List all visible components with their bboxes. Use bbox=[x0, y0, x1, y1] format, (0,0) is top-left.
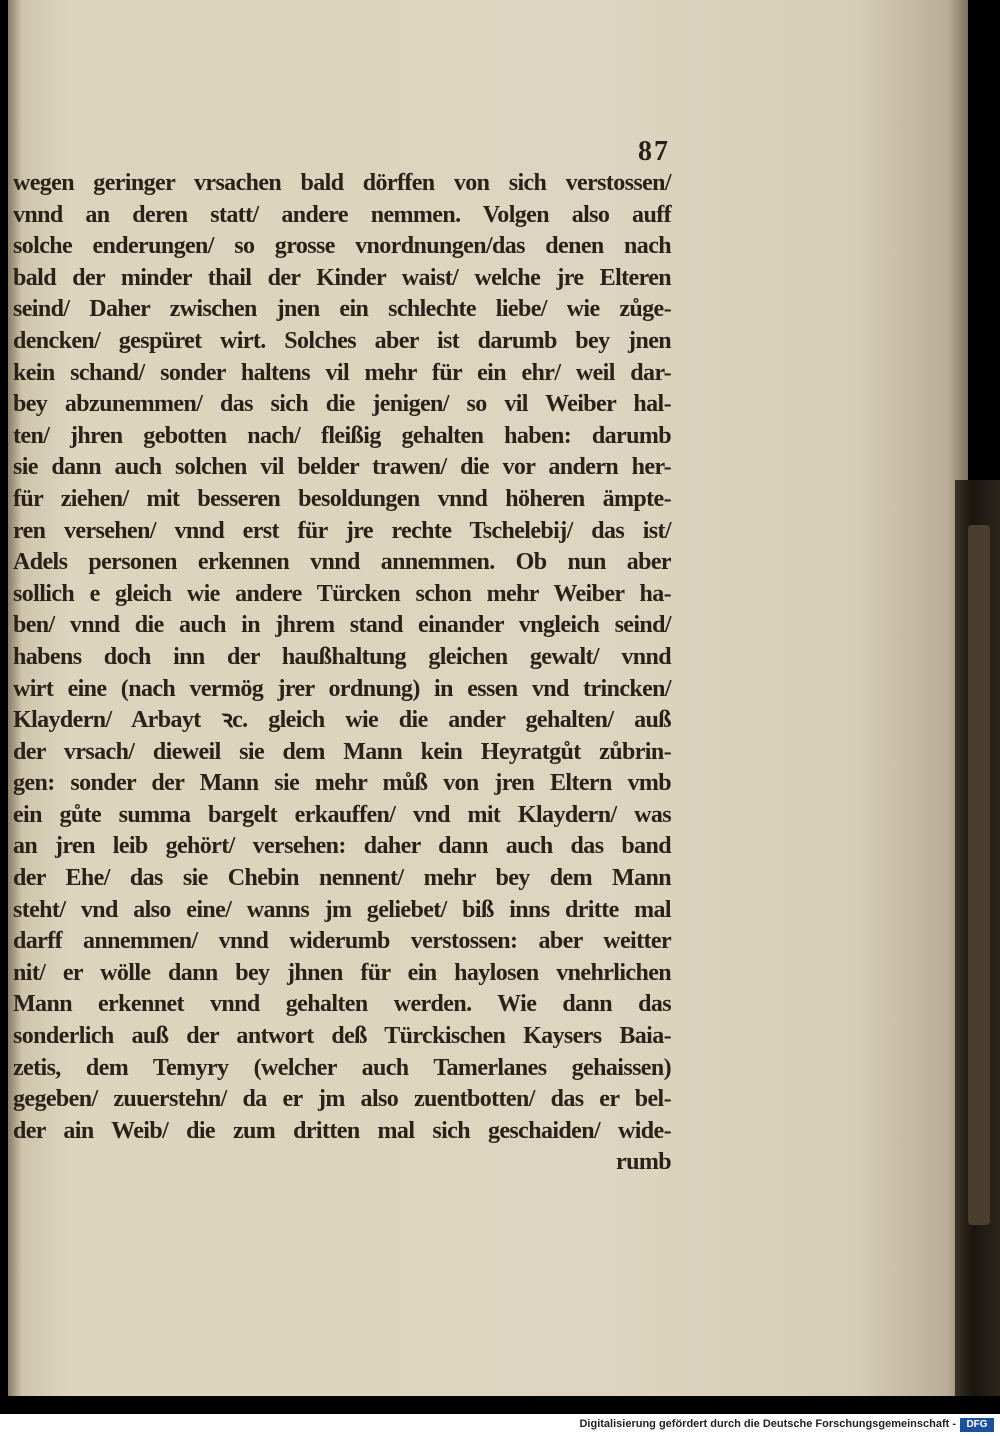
footer bbox=[0, 1414, 1000, 1436]
text-line: solche enderungen/ so grosse vnordnungen/das denen nach bbox=[13, 233, 671, 260]
text-line: habens doch inn der haußhaltung gleichen gewalt/ vnnd bbox=[13, 643, 671, 670]
text-line: für ziehen/ mit besseren besoldungen vnnd höheren ämpte- bbox=[13, 485, 671, 512]
book-edge-binding bbox=[968, 525, 990, 1225]
text-line: bald der minder thail der Kinder waist/ welche jre Elteren bbox=[13, 264, 671, 291]
text-line: gen: sonder der Mann sie mehr můß von jren Eltern vmb bbox=[13, 770, 671, 797]
dfg-logo: DFG bbox=[960, 1418, 994, 1432]
text-line: wirt eine (nach vermög jrer ordnung) in essen vnd trincken/ bbox=[13, 675, 671, 702]
text-line: der Ehe/ das sie Chebin nennent/ mehr bey dem Mann bbox=[13, 865, 671, 892]
text-line: steht/ vnd also eine/ wanns jm geliebet/ biß inns dritte mal bbox=[13, 896, 671, 923]
page-text bbox=[13, 168, 671, 1179]
text-line: nit/ er wölle dann bey jhnen für ein haylosen vnehrlichen bbox=[13, 959, 671, 986]
text-line: vnnd an deren statt/ andere nemmen. Volgen also auff bbox=[13, 201, 671, 228]
text-line: seind/ Daher zwischen jnen ein schlechte liebe/ wie zůge- bbox=[13, 296, 671, 323]
page-number: 87 bbox=[638, 136, 670, 167]
text-line: ren versehen/ vnnd erst für jre rechte Tschelebij/ das ist/ bbox=[13, 517, 671, 544]
footer-credit: Digitalisierung gefördert durch die Deutsche Forschungsgemeinschaft - bbox=[579, 1418, 956, 1430]
text-line: sie dann auch solchen vil belder trawen/ die vor andern her- bbox=[13, 454, 671, 481]
text-line: ben/ vnnd die auch in jhrem stand einander vngleich seind/ bbox=[13, 612, 671, 639]
text-line: ten/ jhren gebotten nach/ fleißig gehalten haben: darumb bbox=[13, 422, 671, 449]
text-line: darff annemmen/ vnnd widerumb verstossen: aber weitter bbox=[13, 928, 671, 955]
text-line: wegen geringer vrsachen bald dörffen von sich verstossen/ bbox=[13, 170, 671, 196]
text-line: bey abzunemmen/ das sich die jenigen/ so vil Weiber hal- bbox=[13, 391, 671, 418]
text-line: Adels personen erkennen vnnd annemmen. Ob nun aber bbox=[13, 549, 671, 576]
text-line: kein schand/ sonder haltens vil mehr für ein ehr/ weil dar- bbox=[13, 359, 671, 386]
text-line: sollich e gleich wie andere Türcken schon mehr Weiber ha- bbox=[13, 580, 671, 607]
text-line: dencken/ gespüret wirt. Solches aber ist darumb bey jnen bbox=[13, 327, 671, 354]
text-line: sonderlich auß der antwort deß Türckischen Kaysers Baia- bbox=[13, 1023, 671, 1050]
text-line: der vrsach/ dieweil sie dem Mann kein Heyratgůt zůbrin- bbox=[13, 738, 671, 765]
text-line: der ain Weib/ die zum dritten mal sich geschaiden/ wide- bbox=[13, 1117, 671, 1144]
text-line: an jren leib gehört/ versehen: daher dann auch das band bbox=[13, 833, 671, 860]
text-line: zetis, dem Temyry (welcher auch Tamerlanes gehaissen) bbox=[13, 1054, 671, 1081]
text-line: gegeben/ zuuerstehn/ da er jm also zuentbotten/ das er bel- bbox=[13, 1086, 671, 1113]
text-line: Mann erkennet vnnd gehalten werden. Wie dann das bbox=[13, 991, 671, 1018]
catchword: rumb bbox=[616, 1149, 671, 1176]
text-line: ein gůte summa bargelt erkauffen/ vnd mit Klaydern/ was bbox=[13, 801, 671, 828]
text-line: Klaydern/ Arbayt ꝛc. gleich wie die ander gehalten/ auß bbox=[13, 707, 671, 734]
